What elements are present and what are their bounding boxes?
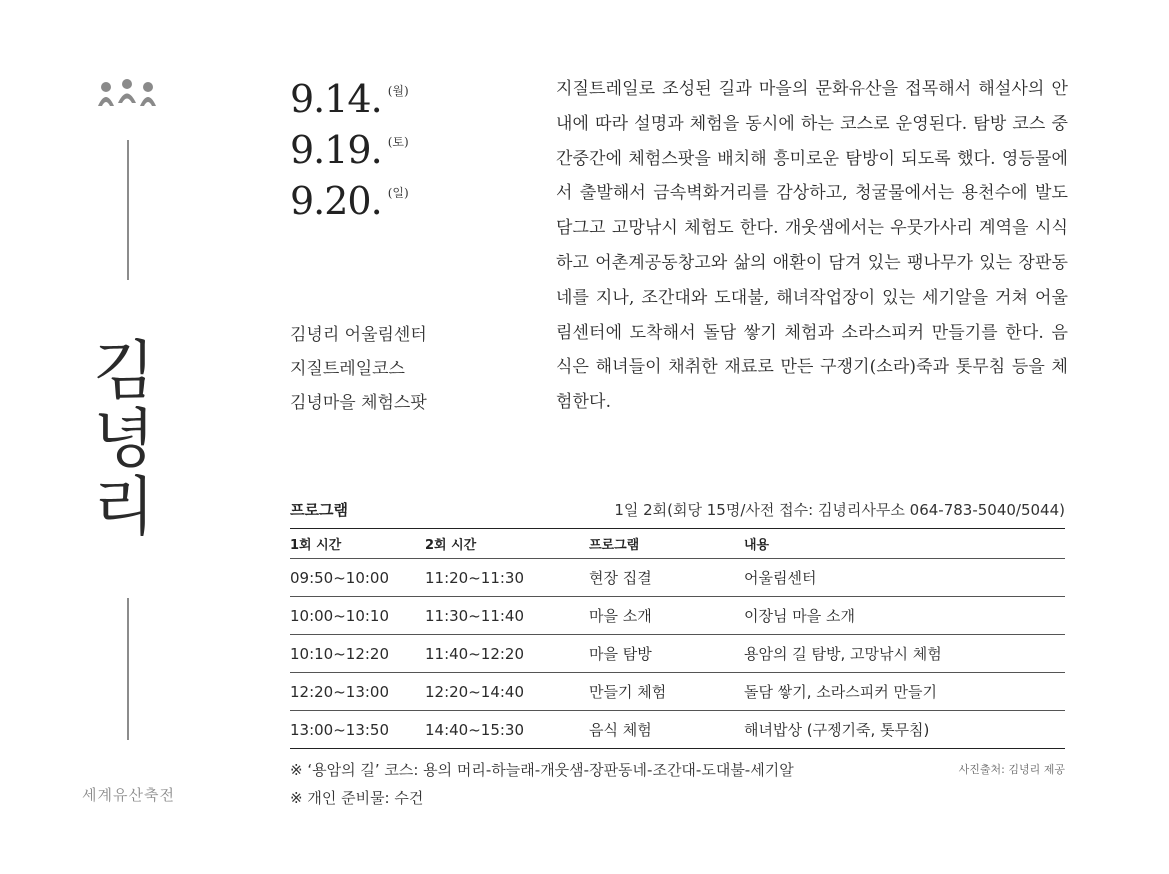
village-name-char: 리 xyxy=(93,471,155,545)
village-name-char: 김 xyxy=(93,335,155,409)
table-cell: 현장 집결 xyxy=(589,559,744,597)
table-row xyxy=(290,597,1065,635)
place-item: 김녕리 어울림센터 xyxy=(290,325,427,345)
table-cell: 12:20~14:40 xyxy=(425,673,589,711)
divider-line-top xyxy=(127,140,129,280)
column-header: 내용 xyxy=(744,529,1065,559)
table-row xyxy=(290,673,1065,711)
place-item: 지질트레일코스 xyxy=(290,359,405,379)
table-cell: 11:20~11:30 xyxy=(425,559,589,597)
column-header: 프로그램 xyxy=(589,529,744,559)
table-row xyxy=(290,559,1065,597)
table-row xyxy=(290,711,1065,749)
table-cell: 만들기 체험 xyxy=(589,673,744,711)
date-value: 9.14. xyxy=(290,77,382,121)
program-header xyxy=(290,494,1065,524)
table-cell: 마을 탐방 xyxy=(589,635,744,673)
table-cell: 해녀밥상 (구젱기죽, 톳무침) xyxy=(744,711,1065,749)
column-header: 2회 시간 xyxy=(425,529,589,559)
table-header-row xyxy=(290,529,1065,559)
table-cell: 음식 체험 xyxy=(589,711,744,749)
program-description: 지질트레일로 조성된 길과 마을의 문화유산을 접목해서 해설사의 안내에 따라 설명과 체험을 동시에 하는 코스로 운영된다. 탐방 코스 중간중간에 체험스팟을 배치해 흥미로운 탐방이 되도록 했다. 영등물에서 출발해서 금속벽화거리를 감상하고, 청굴물에서는 용천수에 발도 담그고 고망낚시 체험도 한다. 개웃샘에서는 우뭇가사리 계역을 시식하고 어촌계공동창고와 삶의 애환이 담겨 있는 팽나무가 있는 장판동네를 지나, 조간대와 도대불, 해녀작업장이 있는 세기알을 거쳐 어울림센터에 도착해서 돌담 쌓기 체험과 소라스피커 만들기를 한다. 음식은 해녀들이 채취한 재료로 만든 구쟁기(소라)죽과 톳무침 등을 체험한다. xyxy=(556,79,1068,413)
divider-line-bottom xyxy=(127,598,129,740)
date-row xyxy=(290,76,409,127)
table-cell: 10:10~12:20 xyxy=(290,635,425,673)
column-header: 1회 시간 xyxy=(290,529,425,559)
village-name xyxy=(84,335,164,545)
table-cell: 09:50~10:00 xyxy=(290,559,425,597)
table-cell: 14:40~15:30 xyxy=(425,711,589,749)
table-cell: 용암의 길 탐방, 고망낚시 체험 xyxy=(744,635,1065,673)
event-dates xyxy=(290,76,409,229)
table-cell: 10:00~10:10 xyxy=(290,597,425,635)
date-value: 9.20. xyxy=(290,179,382,223)
table-cell: 12:20~13:00 xyxy=(290,673,425,711)
festival-tag: 세계유산축전 xyxy=(82,786,175,804)
place-item: 김녕마을 체험스팟 xyxy=(290,393,427,413)
three-people-icon xyxy=(96,78,158,112)
date-weekday: (일) xyxy=(387,186,409,200)
village-name-char: 녕 xyxy=(93,403,155,477)
date-row xyxy=(290,127,409,178)
table-cell: 돌담 쌓기, 소라스피커 만들기 xyxy=(744,673,1065,711)
table-cell: 어울림센터 xyxy=(744,559,1065,597)
supplies-note: ※ 개인 준비물: 수건 xyxy=(290,789,424,807)
date-weekday: (월) xyxy=(387,84,409,98)
date-value: 9.19. xyxy=(290,128,382,172)
date-weekday: (토) xyxy=(387,135,409,149)
notes xyxy=(290,756,794,812)
table-cell: 11:30~11:40 xyxy=(425,597,589,635)
table-cell: 13:00~13:50 xyxy=(290,711,425,749)
course-note: ※ ‘용암의 길’ 코스: 용의 머리-하늘래-개웃샘-장판동네-조간대-도대불-세기알 xyxy=(290,761,794,779)
table-row xyxy=(290,635,1065,673)
schedule-table xyxy=(290,528,1065,749)
place-list xyxy=(290,318,427,420)
photo-credit: 사진출처: 김녕리 제공 xyxy=(958,763,1065,776)
table-cell: 11:40~12:20 xyxy=(425,635,589,673)
program-title: 프로그램 xyxy=(290,500,348,519)
program-info: 1일 2회(회당 15명/사전 접수: 김녕리사무소 064-783-5040/5044) xyxy=(614,500,1065,519)
table-cell: 마을 소개 xyxy=(589,597,744,635)
date-row xyxy=(290,178,409,229)
table-cell: 이장님 마을 소개 xyxy=(744,597,1065,635)
